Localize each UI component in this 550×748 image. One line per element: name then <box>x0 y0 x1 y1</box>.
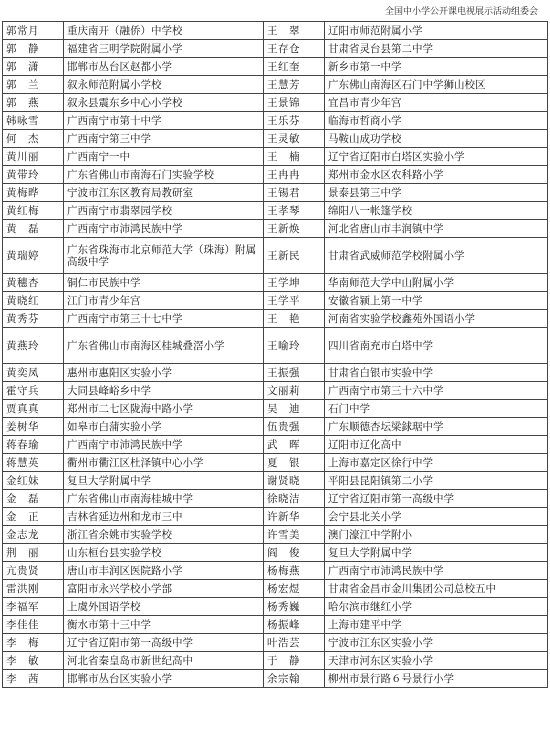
school-name-cell: 广东顺德杏坛梁銶琚中学 <box>325 418 548 436</box>
participant-name-cell: 阎 俊 <box>264 544 325 562</box>
table-row <box>3 508 548 526</box>
table-row <box>3 634 548 652</box>
participant-name-cell: 金红妹 <box>3 472 64 490</box>
participant-name-cell: 许雪美 <box>264 526 325 544</box>
participant-name-cell: 郭 静 <box>3 40 64 58</box>
participant-name-cell: 黄奕凤 <box>3 364 64 382</box>
participant-name-cell: 王学平 <box>264 292 325 310</box>
participant-name-cell: 吴 迪 <box>264 400 325 418</box>
school-name-cell: 宜昌市青少年宫 <box>325 94 548 112</box>
participant-name-cell: 郭常月 <box>3 22 64 40</box>
participant-name-cell: 黄秀芬 <box>3 310 64 328</box>
participant-name-cell: 黄晓红 <box>3 292 64 310</box>
school-name-cell: 河南省实验学校鑫苑外国语小学 <box>325 310 548 328</box>
participant-name-cell: 杨梅燕 <box>264 562 325 580</box>
school-name-cell: 辽阳市师范附属小学 <box>325 22 548 40</box>
school-name-cell: 广东省佛山市南海石门实验学校 <box>64 166 264 184</box>
participant-name-cell: 许新华 <box>264 508 325 526</box>
school-name-cell: 铜仁市民族中学 <box>64 274 264 292</box>
participant-name-cell: 何 杰 <box>3 130 64 148</box>
committee-header: 全国中小学公开课电视展示活动组委会 <box>384 7 538 17</box>
participant-name-cell: 黄瑞婷 <box>3 238 64 274</box>
participant-roster-table <box>2 21 548 688</box>
table-row <box>3 472 548 490</box>
school-name-cell: 辽阳市辽化高中 <box>325 436 548 454</box>
participant-name-cell: 黄红梅 <box>3 202 64 220</box>
participant-name-cell: 韩咏雪 <box>3 112 64 130</box>
school-name-cell: 景泰县第三中学 <box>325 184 548 202</box>
school-name-cell: 广西南宁市第三十七中学 <box>64 310 264 328</box>
school-name-cell: 河北省秦皇岛市新世纪高中 <box>64 652 264 670</box>
school-name-cell: 广西南宁一中 <box>64 148 264 166</box>
participant-name-cell: 黄穗杏 <box>3 274 64 292</box>
participant-name-cell: 王学坤 <box>264 274 325 292</box>
participant-name-cell: 李福军 <box>3 598 64 616</box>
school-name-cell: 浙江省余姚市实验学校 <box>64 526 264 544</box>
table-row <box>3 616 548 634</box>
school-name-cell: 上海市嘉定区徐行中学 <box>325 454 548 472</box>
participant-name-cell: 王景锦 <box>264 94 325 112</box>
table-row <box>3 112 548 130</box>
participant-name-cell: 姜树华 <box>3 418 64 436</box>
participant-name-cell: 王乐芬 <box>264 112 325 130</box>
table-row <box>3 76 548 94</box>
school-name-cell: 四川省南充市白塔中学 <box>325 328 548 364</box>
participant-name-cell: 郭 潇 <box>3 58 64 76</box>
school-name-cell: 江门市青少年宫 <box>64 292 264 310</box>
table-row <box>3 562 548 580</box>
table-row <box>3 310 548 328</box>
table-row <box>3 58 548 76</box>
school-name-cell: 天津市河东区实验小学 <box>325 652 548 670</box>
school-name-cell: 如皋市白蒲实验小学 <box>64 418 264 436</box>
school-name-cell: 广东省佛山市南海区桂城叠滘小学 <box>64 328 264 364</box>
participant-name-cell: 王喻玲 <box>264 328 325 364</box>
school-name-cell: 上海市建平中学 <box>325 616 548 634</box>
participant-name-cell: 郭 燕 <box>3 94 64 112</box>
school-name-cell: 叙永师范附属小学校 <box>64 76 264 94</box>
participant-name-cell: 于 静 <box>264 652 325 670</box>
school-name-cell: 富阳市永兴学校小学部 <box>64 580 264 598</box>
table-row <box>3 400 548 418</box>
participant-name-cell: 夏 银 <box>264 454 325 472</box>
school-name-cell: 唐山市丰润区医院路小学 <box>64 562 264 580</box>
school-name-cell: 澳门濠江中学附小 <box>325 526 548 544</box>
school-name-cell: 临海市哲商小学 <box>325 112 548 130</box>
school-name-cell: 绵阳八一帐篷学校 <box>325 202 548 220</box>
school-name-cell: 福建省三明学院附属小学 <box>64 40 264 58</box>
participant-name-cell: 王慧芳 <box>264 76 325 94</box>
school-name-cell: 广西南宁市第十中学 <box>64 112 264 130</box>
participant-name-cell: 王 艳 <box>264 310 325 328</box>
school-name-cell: 柳州市景行路６号景行小学 <box>325 670 548 688</box>
participant-name-cell: 黄梅晔 <box>3 184 64 202</box>
school-name-cell: 石门中学 <box>325 400 548 418</box>
school-name-cell: 复旦大学附属中学 <box>325 544 548 562</box>
participant-name-cell: 荆 丽 <box>3 544 64 562</box>
table-row <box>3 364 548 382</box>
participant-name-cell: 亢贵贤 <box>3 562 64 580</box>
school-name-cell: 广西南宁市沛鸿民族中学 <box>325 562 548 580</box>
table-row <box>3 292 548 310</box>
table-row <box>3 94 548 112</box>
school-name-cell: 广西南宁第三中学 <box>64 130 264 148</box>
participant-name-cell: 杨振峰 <box>264 616 325 634</box>
participant-name-cell: 王 翠 <box>264 22 325 40</box>
table-row <box>3 382 548 400</box>
school-name-cell: 郑州市金水区农科路小学 <box>325 166 548 184</box>
table-row <box>3 454 548 472</box>
participant-name-cell: 郭 兰 <box>3 76 64 94</box>
school-name-cell: 邯郸市丛台区赵都小学 <box>64 58 264 76</box>
school-name-cell: 山东桓台县实验学校 <box>64 544 264 562</box>
participant-name-cell: 霍守兵 <box>3 382 64 400</box>
school-name-cell: 甘肃省金昌市金川集团公司总校五中 <box>325 580 548 598</box>
school-name-cell: 宁波市江东区教育局教研室 <box>64 184 264 202</box>
participant-name-cell: 贾真真 <box>3 400 64 418</box>
participant-name-cell: 谢贤晓 <box>264 472 325 490</box>
school-name-cell: 甘肃省灵台县第二中学 <box>325 40 548 58</box>
school-name-cell: 会宁县北关小学 <box>325 508 548 526</box>
participant-name-cell: 李 梅 <box>3 634 64 652</box>
table-row <box>3 580 548 598</box>
table-row <box>3 202 548 220</box>
participant-name-cell: 王新民 <box>264 238 325 274</box>
table-row <box>3 544 548 562</box>
school-name-cell: 平阳县昆阳镇第二小学 <box>325 472 548 490</box>
table-row <box>3 40 548 58</box>
participant-name-cell: 金 正 <box>3 508 64 526</box>
school-name-cell: 大同县峰峪乡中学 <box>64 382 264 400</box>
school-name-cell: 甘肃省武威师范学校附属小学 <box>325 238 548 274</box>
school-name-cell: 广西南宁市翡翠园学校 <box>64 202 264 220</box>
participant-name-cell: 杨宏煜 <box>264 580 325 598</box>
participant-name-cell: 余宗翰 <box>264 670 325 688</box>
table-row <box>3 598 548 616</box>
school-name-cell: 广东省珠海市北京师范大学（珠海）附属高级中学 <box>64 238 264 274</box>
participant-name-cell: 李 茜 <box>3 670 64 688</box>
participant-name-cell: 黄燕玲 <box>3 328 64 364</box>
participant-name-cell: 雷洪刚 <box>3 580 64 598</box>
participant-name-cell: 武 晖 <box>264 436 325 454</box>
school-name-cell: 宁波市江东区实验小学 <box>325 634 548 652</box>
school-name-cell: 哈尔滨市继红小学 <box>325 598 548 616</box>
table-row <box>3 418 548 436</box>
participant-name-cell: 王锡君 <box>264 184 325 202</box>
participant-name-cell: 李 敏 <box>3 652 64 670</box>
school-name-cell: 河北省唐山市丰润镇中学 <box>325 220 548 238</box>
participant-name-cell: 王红奎 <box>264 58 325 76</box>
participant-name-cell: 蒋慧英 <box>3 454 64 472</box>
table-row <box>3 670 548 688</box>
participant-name-cell: 王 楠 <box>264 148 325 166</box>
school-name-cell: 复旦大学附属中学 <box>64 472 264 490</box>
table-row <box>3 238 548 274</box>
participant-name-cell: 杨秀巍 <box>264 598 325 616</box>
participant-name-cell: 黄 磊 <box>3 220 64 238</box>
participant-name-cell: 叶浩芸 <box>264 634 325 652</box>
school-name-cell: 华南师范大学中山附属小学 <box>325 274 548 292</box>
participant-name-cell: 王振强 <box>264 364 325 382</box>
school-name-cell: 上虞外国语学校 <box>64 598 264 616</box>
participant-name-cell: 金志龙 <box>3 526 64 544</box>
school-name-cell: 广西南宁市第三十六中学 <box>325 382 548 400</box>
school-name-cell: 衢州市衢江区杜泽镇中心小学 <box>64 454 264 472</box>
table-row <box>3 184 548 202</box>
participant-name-cell: 徐晓洁 <box>264 490 325 508</box>
participant-name-cell: 文丽莉 <box>264 382 325 400</box>
school-name-cell: 安徽省颍上第一中学 <box>325 292 548 310</box>
school-name-cell: 辽宁省辽阳市第一高级中学 <box>64 634 264 652</box>
school-name-cell: 衡水市第十三中学 <box>64 616 264 634</box>
school-name-cell: 广西南宁市沛鸿民族中学 <box>64 220 264 238</box>
school-name-cell: 辽宁省辽阳市第一高级中学 <box>325 490 548 508</box>
participant-name-cell: 王存仓 <box>264 40 325 58</box>
roster-body <box>3 22 548 688</box>
table-row <box>3 22 548 40</box>
table-row <box>3 652 548 670</box>
participant-name-cell: 王孝琴 <box>264 202 325 220</box>
participant-name-cell: 伍贵强 <box>264 418 325 436</box>
table-row <box>3 274 548 292</box>
school-name-cell: 重庆南开（融侨）中学校 <box>64 22 264 40</box>
school-name-cell: 新乡市第一中学 <box>325 58 548 76</box>
school-name-cell: 邯郸市丛台区实验小学 <box>64 670 264 688</box>
table-row <box>3 148 548 166</box>
table-row <box>3 526 548 544</box>
school-name-cell: 广东省佛山市南海桂城中学 <box>64 490 264 508</box>
participant-name-cell: 王冉冉 <box>264 166 325 184</box>
participant-name-cell: 李佳佳 <box>3 616 64 634</box>
table-row <box>3 220 548 238</box>
school-name-cell: 吉林省延边州和龙市三中 <box>64 508 264 526</box>
school-name-cell: 马鞍山成功学校 <box>325 130 548 148</box>
school-name-cell: 郑州市二七区陇海中路小学 <box>64 400 264 418</box>
table-row <box>3 166 548 184</box>
table-row <box>3 328 548 364</box>
table-row <box>3 130 548 148</box>
participant-name-cell: 黄川丽 <box>3 148 64 166</box>
participant-name-cell: 王灵敏 <box>264 130 325 148</box>
participant-name-cell: 金 磊 <box>3 490 64 508</box>
school-name-cell: 惠州市惠阳区实验小学 <box>64 364 264 382</box>
school-name-cell: 广东佛山南海区石门中学狮山校区 <box>325 76 548 94</box>
school-name-cell: 广西南宁市沛鸿民族中学 <box>64 436 264 454</box>
table-row <box>3 436 548 454</box>
school-name-cell: 甘肃省白银市实验中学 <box>325 364 548 382</box>
participant-name-cell: 蒋春瑜 <box>3 436 64 454</box>
school-name-cell: 叙永县震东乡中心小学校 <box>64 94 264 112</box>
participant-name-cell: 黄带玲 <box>3 166 64 184</box>
school-name-cell: 辽宁省辽阳市白塔区实验小学 <box>325 148 548 166</box>
table-row <box>3 490 548 508</box>
participant-name-cell: 王新焕 <box>264 220 325 238</box>
